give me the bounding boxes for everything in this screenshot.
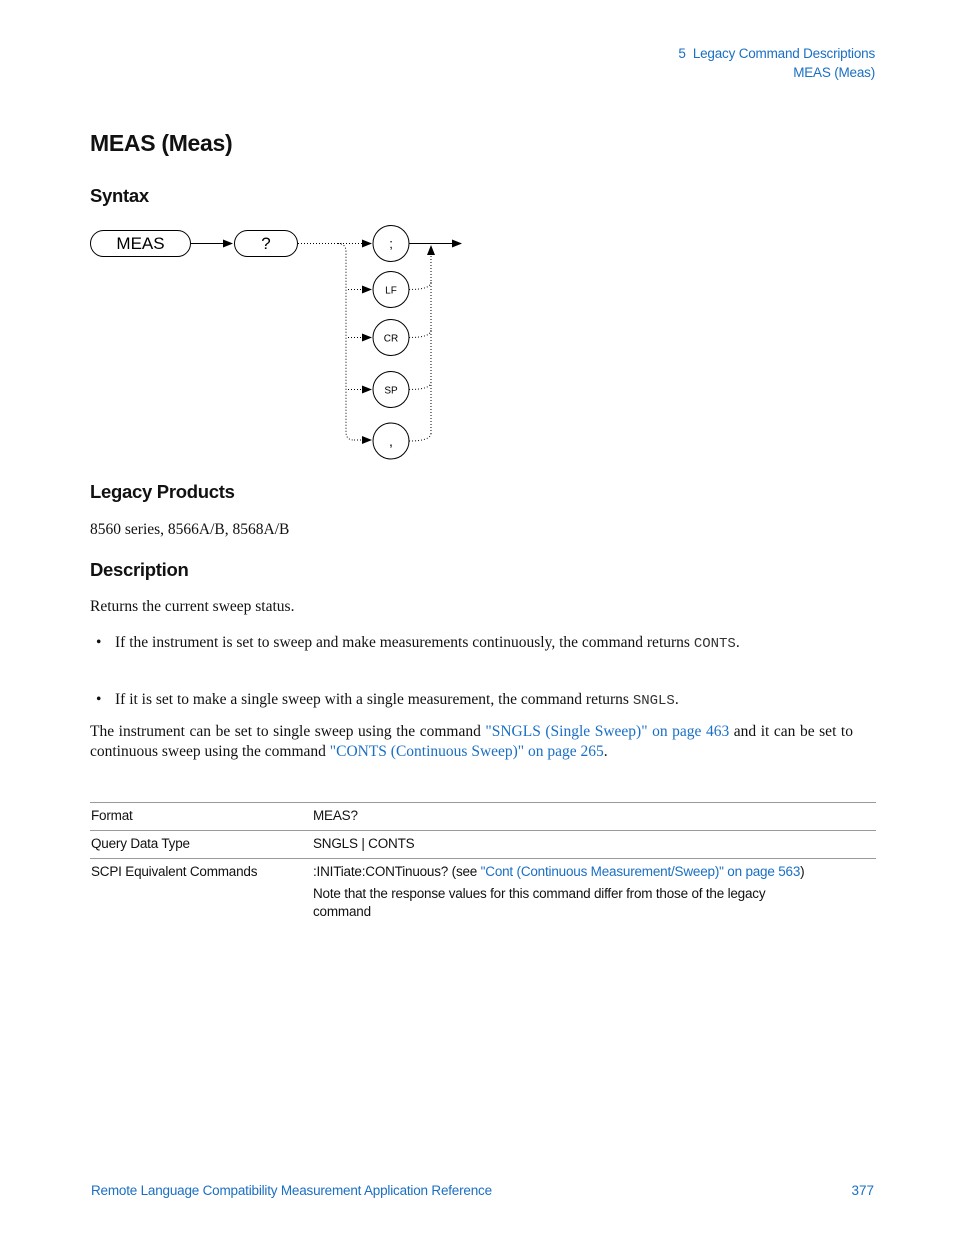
scpi-text: ) (800, 864, 805, 879)
table-row (90, 859, 876, 927)
bullet-text: If it is set to make a single sweep with a single measurement, the command returns (115, 691, 633, 708)
header-chapter: 5 Legacy Command Descriptions (678, 46, 875, 61)
scpi-text: :INITiate:CONTinuous? (see (313, 864, 481, 879)
bullet-code: SNGLS (632, 693, 675, 709)
para-text: and it can be set to continuous sweep using the command (90, 723, 853, 760)
cont-link[interactable]: "Cont (Continuous Measurement/Sweep)" on page 563 (480, 864, 801, 879)
table-cell-value: SNGLS | CONTS (313, 836, 415, 851)
para-text: The instrument can be set to single sweep using the command (90, 723, 486, 740)
table-cell-label: Format (91, 808, 133, 823)
table-cell-label: SCPI Equivalent Commands (91, 864, 258, 879)
page-number: 377 (851, 1183, 874, 1198)
terminator-label: CR (383, 333, 399, 345)
bullet-icon: • (96, 691, 102, 708)
syntax-diagram (86, 222, 476, 467)
scpi-note: Note that the response values for this command differ from those of the legacy command (313, 886, 766, 919)
table-cell-value (312, 859, 876, 927)
meas-keyword-label: MEAS (116, 234, 165, 253)
table-row (90, 831, 876, 859)
terminator-label: SP (384, 385, 398, 397)
table-cell-label: Query Data Type (91, 836, 190, 851)
bullet-end: . (674, 691, 679, 708)
page-title: MEAS (Meas) (90, 130, 233, 156)
scpi-command (313, 863, 876, 881)
description-heading: Description (90, 559, 189, 580)
bullet-code: CONTS (693, 636, 736, 652)
legacy-products-text: 8560 series, 8566A/B, 8568A/B (90, 521, 290, 538)
table-row (90, 803, 876, 831)
terminator-label: ; (389, 236, 393, 251)
legacy-products-heading: Legacy Products (90, 481, 235, 502)
bullet-text: If the instrument is set to sweep and make measurements continuously, the command returns (115, 634, 694, 651)
running-header (678, 44, 875, 82)
bullet-icon: • (96, 634, 102, 651)
bullet-end: . (735, 634, 740, 651)
para-text: . (603, 743, 608, 760)
terminator-label: , (389, 433, 393, 449)
sngls-link[interactable]: "SNGLS (Single Sweep)" on page 463 (485, 723, 730, 740)
description-intro: Returns the current sweep status. (90, 598, 295, 615)
terminator-label: LF (385, 285, 397, 297)
query-label: ? (261, 234, 271, 253)
syntax-heading: Syntax (90, 185, 149, 206)
command-info-table (90, 802, 876, 926)
description-paragraph (90, 722, 853, 762)
conts-link[interactable]: "CONTS (Continuous Sweep)" on page 265 (329, 743, 604, 760)
footer-title: Remote Language Compatibility Measurement Application Reference (91, 1183, 492, 1198)
table-cell-value: MEAS? (313, 808, 358, 823)
header-section: MEAS (Meas) (793, 65, 875, 80)
